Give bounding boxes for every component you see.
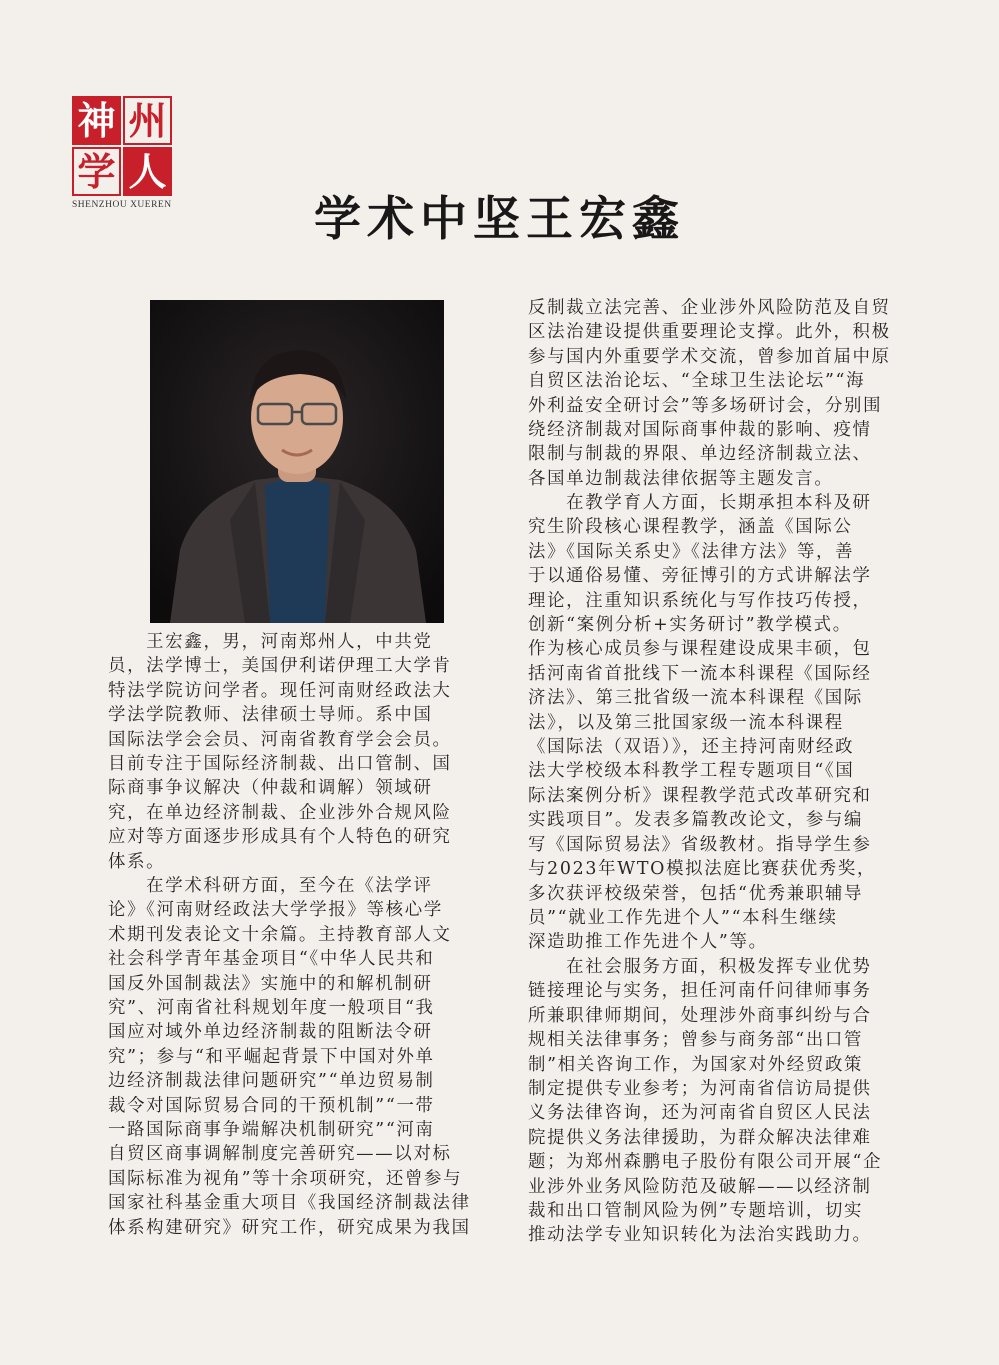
text-line: 写《国际贸易法》省级教材。指导学生参 bbox=[528, 834, 872, 855]
text-line: 自贸区商事调解制度完善研究——以对标 bbox=[108, 1144, 452, 1165]
text-line: 业涉外业务风险防范及破解——以经济制 bbox=[528, 1176, 872, 1197]
text-line: 限制与制裁的界限、单边经济制裁立法、 bbox=[528, 444, 872, 465]
text-line: 体系。 bbox=[108, 851, 166, 872]
text-line: 体系构建研究》研究工作，研究成果为我国 bbox=[108, 1217, 471, 1238]
text-line: 际法案例分析》课程教学范式改革研究和 bbox=[528, 785, 872, 806]
portrait-illustration bbox=[150, 300, 444, 623]
text-line: 究”；参与“和平崛起背景下中国对外单 bbox=[108, 1046, 435, 1067]
text-line: 作为核心成员参与课程建设成果丰硕，包 bbox=[528, 639, 872, 660]
text-line: 员，法学博士，美国伊利诺伊理工大学肯 bbox=[108, 656, 452, 677]
text-line: 所兼职律师期间，处理涉外商事纠纷与合 bbox=[528, 1005, 872, 1026]
text-line: 究生阶段核心课程教学，涵盖《国际公 bbox=[528, 517, 853, 538]
text-line: 国应对域外单边经济制裁的阻断法令研 bbox=[108, 1022, 433, 1043]
text-line: 区法治建设提供重要理论支撑。此外，积极 bbox=[528, 322, 891, 343]
logo-char-xue: 学 bbox=[72, 147, 121, 196]
text-line: 制”相关咨询工作，为国家对外经贸政策 bbox=[528, 1054, 864, 1075]
text-line: 裁令对国际贸易合同的干预机制”“一带 bbox=[108, 1095, 435, 1116]
text-line: 括河南省首批线下一流本科课程《国际经 bbox=[528, 663, 872, 684]
text-line: 法大学校级本科教学工程专题项目“《国 bbox=[528, 761, 855, 782]
text-line: 术期刊发表论文十余篇。主持教育部人文 bbox=[108, 924, 452, 945]
text-line: 在社会服务方面，积极发挥专业优势 bbox=[528, 957, 872, 977]
text-line: 论》《河南财经政法大学学报》等核心学 bbox=[108, 900, 443, 921]
text-line: 推动法学专业知识转化为法治实践助力。 bbox=[528, 1225, 872, 1246]
text-line: 与2023年WTO模拟法庭比赛获优秀奖， bbox=[528, 859, 877, 880]
text-line: 深造助推工作先进个人”等。 bbox=[528, 932, 768, 953]
text-line: 规相关法律事务；曾参与商务部“出口管 bbox=[528, 1030, 864, 1051]
service-paragraph bbox=[528, 955, 915, 1248]
logo-subtitle: SHENZHOU XUEREN bbox=[72, 200, 172, 210]
text-line: 边经济制裁法律问题研究”“单边贸易制 bbox=[108, 1071, 435, 1092]
text-line: 究”、河南省社科规划年度一般项目“我 bbox=[108, 998, 435, 1019]
teaching-paragraph bbox=[528, 491, 915, 955]
text-line: 国家社科基金重大项目《我国经济制裁法律 bbox=[108, 1193, 471, 1214]
text-line: 于以通俗易懂、旁征博引的方式讲解法学 bbox=[528, 566, 872, 587]
text-line: 社会科学青年基金项目“《中华人民共和 bbox=[108, 949, 435, 970]
text-line: 法》《国际关系史》《法律方法》等，善 bbox=[528, 541, 855, 562]
text-line: 法》，以及第三批国家级一流本科课程 bbox=[528, 712, 844, 733]
text-line: 创新“案例分析+实务研讨”教学模式。 bbox=[528, 615, 852, 636]
text-line: 理论，注重知识系统化与写作技巧传授， bbox=[528, 590, 872, 611]
text-line: 《国际法（双语）》，还主持河南财经政 bbox=[528, 737, 855, 758]
text-line: 国际标准为视角”等十余项研究，还曾参与 bbox=[108, 1168, 463, 1189]
text-line: 裁和出口管制风险为例”专题培训，切实 bbox=[528, 1201, 864, 1222]
article-title: 学术中坚王宏鑫 bbox=[314, 192, 685, 247]
text-line: 员”“就业工作先进个人”“本科生继续 bbox=[528, 907, 838, 928]
bio-paragraph bbox=[108, 630, 494, 874]
text-line: 多次获评校级荣誉，包括“优秀兼职辅导 bbox=[528, 883, 864, 904]
text-line: 制定提供专业参考；为河南省信访局提供 bbox=[528, 1079, 872, 1100]
text-line: 义务法律咨询，还为河南省自贸区人民法 bbox=[528, 1103, 872, 1124]
text-line: 在教学育人方面，长期承担本科及研 bbox=[528, 493, 872, 513]
text-line: 参与国内外重要学术交流，曾参加首届中原 bbox=[528, 346, 891, 367]
text-line: 一路国际商事争端解决机制研究”“河南 bbox=[108, 1120, 435, 1141]
text-line: 王宏鑫，男，河南郑州人，中共党 bbox=[108, 632, 433, 652]
text-line: 特法学院访问学者。现任河南财经政法大 bbox=[108, 680, 452, 701]
text-line: 链接理论与实务，担任河南仟问律师事务 bbox=[528, 981, 872, 1002]
text-line: 外利益安全研讨会”等多场研讨会，分别围 bbox=[528, 395, 883, 416]
portrait-photo bbox=[150, 300, 444, 623]
text-line: 题；为郑州森鹏电子股份有限公司开展“企 bbox=[528, 1152, 883, 1173]
text-line: 目前专注于国际经济制裁、出口管制、国 bbox=[108, 754, 452, 775]
text-line: 院提供义务法律援助，为群众解决法律难 bbox=[528, 1127, 872, 1148]
text-line: 实践项目”。发表多篇教改论文，参与编 bbox=[528, 810, 864, 831]
logo-char-ren: 人 bbox=[123, 147, 172, 196]
research-paragraph bbox=[108, 874, 494, 1240]
text-line: 应对等方面逐步形成具有个人特色的研究 bbox=[108, 827, 452, 848]
text-line: 国反外国制裁法》实施中的和解机制研 bbox=[108, 973, 433, 994]
text-line: 在学术科研方面，至今在《法学评 bbox=[108, 876, 433, 896]
text-line: 究，在单边经济制裁、企业涉外合规风险 bbox=[108, 802, 452, 823]
logo-char-zhou: 州 bbox=[123, 96, 172, 145]
text-line: 国际法学会会员、河南省教育学会会员。 bbox=[108, 729, 452, 750]
text-line: 反制裁立法完善、企业涉外风险防范及自贸 bbox=[528, 298, 891, 318]
text-line: 自贸区法治论坛、“全球卫生法论坛”“海 bbox=[528, 371, 866, 392]
logo-char-shen: 神 bbox=[72, 96, 121, 145]
text-line: 学法学院教师、法律硕士导师。系中国 bbox=[108, 705, 433, 726]
research-paragraph-continued bbox=[528, 296, 915, 491]
text-line: 济法》、第三批省级一流本科课程《国际 bbox=[528, 688, 863, 709]
text-line: 际商事争议解决（仲裁和调解）领域研 bbox=[108, 778, 433, 799]
text-line: 绕经济制裁对国际商事仲裁的影响、疫情 bbox=[528, 420, 872, 441]
text-line: 各国单边制裁法律依据等主题发言。 bbox=[528, 468, 834, 489]
